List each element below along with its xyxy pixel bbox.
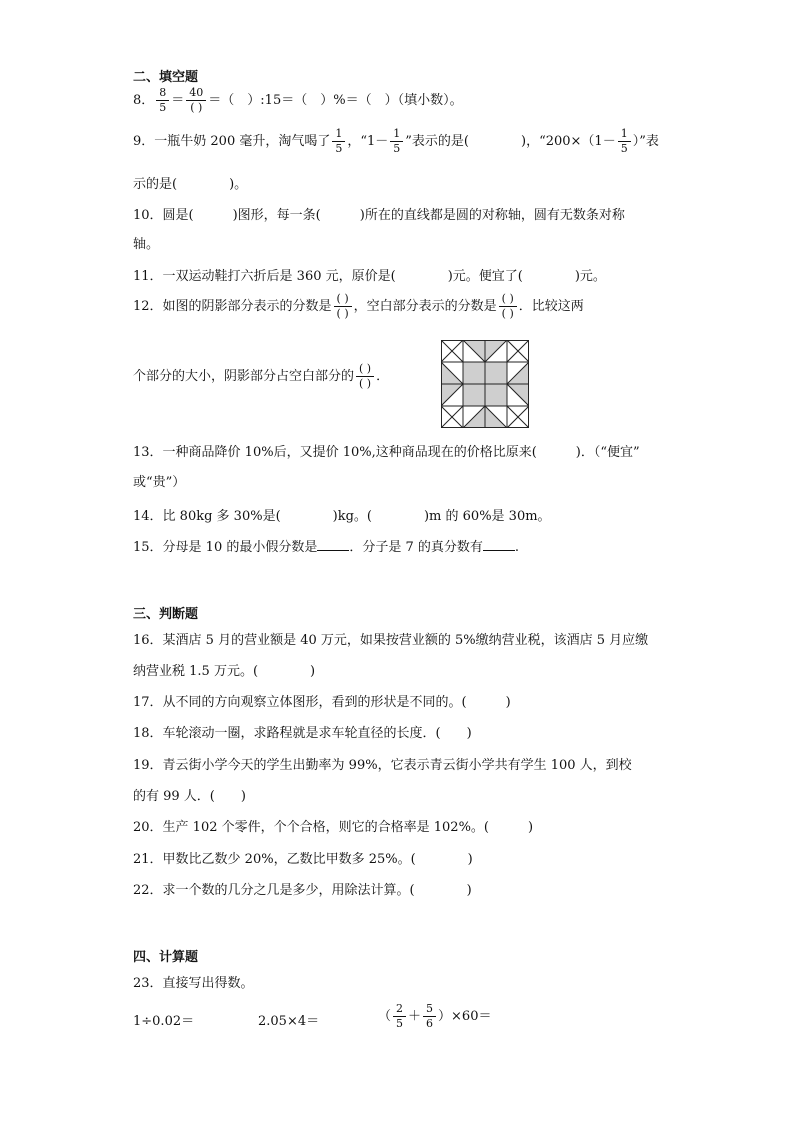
question-22: 22．求一个数的几分之几是多少，用除法计算。( ) xyxy=(133,883,472,898)
question-8 xyxy=(133,86,463,115)
q8-f2-numerator: 40 xyxy=(186,86,206,101)
q9-f2-numerator: 1 xyxy=(390,127,403,142)
q9-fraction-1 xyxy=(332,127,345,156)
q16-line-1: 16．某酒店 5 月的营业额是 40 万元，如果按营业额的 5%缴纳营业税，该酒店 5 月应缴 xyxy=(133,633,649,648)
question-14: 14．比 80kg 多 30%是( )kg。( )m 的 60%是 30m。 xyxy=(133,509,551,524)
q8-fraction-1 xyxy=(156,86,169,115)
q8-f1-numerator: 8 xyxy=(156,86,169,101)
q12-f2-numerator: ( ) xyxy=(499,292,517,307)
q19-line-2: 的有 99 人．( ) xyxy=(133,789,246,804)
q9-fraction-3 xyxy=(618,127,631,156)
section-heading-judge: 三、判断题 xyxy=(133,607,199,622)
q10-line-2: 轴。 xyxy=(133,237,160,252)
question-9 xyxy=(133,127,659,156)
q13-line-1: 13．一种商品降价 10%后，又提价 10%,这种商品现在的价格比原来( )．（“便宜” xyxy=(133,445,640,460)
question-20: 20．生产 102 个零件，个个合格，则它的合格率是 102%。( ) xyxy=(133,820,534,835)
question-21: 21．甲数比乙数少 20%，乙数比甲数多 25%。( ) xyxy=(133,852,473,867)
q12-shaded-grid-figure xyxy=(441,340,529,428)
q8-fraction-2 xyxy=(186,86,206,115)
q9-text-d: ）”表 xyxy=(632,134,659,149)
q8-equals: ＝ xyxy=(171,93,185,108)
question-12 xyxy=(133,292,584,321)
q15-text-b: ．分子是 7 的真分数有 xyxy=(349,540,483,555)
q12-f1-numerator: ( ) xyxy=(334,292,352,307)
q8-number: 8． xyxy=(133,93,155,108)
section-heading-fill: 二、填空题 xyxy=(133,70,199,85)
q19-line-1: 19．青云街小学今天的学生出勤率为 99%，它表示青云街小学共有学生 100 人，到校 xyxy=(133,758,632,773)
q23-plus: ＋ xyxy=(408,1009,422,1024)
q9-f1-denominator: 5 xyxy=(335,142,343,155)
q12-f3-numerator: ( ) xyxy=(356,362,374,377)
q12-fraction-3 xyxy=(356,362,374,391)
question-18: 18．车轮滚动一圈，求路程就是求车轮直径的长度．( ) xyxy=(133,726,472,741)
q12-end: ． xyxy=(376,369,390,384)
q15-blank-1 xyxy=(317,538,349,551)
q10-line-1: 10．圆是( )图形，每一条( )所在的直线都是圆的对称轴，圆有无数条对称 xyxy=(133,208,625,223)
q12-fraction-2 xyxy=(499,292,517,321)
q23-f1-denominator: 5 xyxy=(396,1017,404,1030)
q9-text-b: ，“1－ xyxy=(347,134,389,149)
q23-e3-close: ）×60＝ xyxy=(438,1009,492,1024)
q23-expr-2: 2.05×4＝ xyxy=(258,1014,320,1029)
q23-f1-numerator: 2 xyxy=(393,1002,406,1017)
q23-f2-denominator: 6 xyxy=(426,1017,434,1030)
q12-fraction-1 xyxy=(334,292,352,321)
q9-line-2: 示的是( )。 xyxy=(133,177,248,192)
q12-text-b: ，空白部分表示的分数是 xyxy=(353,299,497,314)
q23-expr-3 xyxy=(378,1002,491,1031)
q9-text-a: 9．一瓶牛奶 200 毫升，淘气喝了 xyxy=(133,134,331,149)
q8-rest: ＝（ ）:15＝（ ）%＝（ ）（填小数）。 xyxy=(208,93,463,108)
q8-f1-denominator: 5 xyxy=(159,101,167,114)
question-17: 17．从不同的方向观察立体图形，看到的形状是不同的。( ) xyxy=(133,695,511,710)
q9-f1-numerator: 1 xyxy=(332,127,345,142)
q23-fraction-1 xyxy=(393,1002,406,1031)
q15-text-c: . xyxy=(514,540,520,555)
q9-f2-denominator: 5 xyxy=(393,142,401,155)
q12-line2-text: 个部分的大小，阴影部分占空白部分的 xyxy=(133,369,355,384)
q23-expr-1: 1÷0.02＝ xyxy=(133,1014,195,1029)
q16-line-2: 纳营业税 1.5 万元。( ) xyxy=(133,664,316,679)
grid-lines xyxy=(441,340,529,428)
q15-blank-2 xyxy=(483,538,515,551)
q9-f3-denominator: 5 xyxy=(620,142,628,155)
q13-line-2: 或“贵”） xyxy=(133,475,186,490)
q12-text-c: ．比较这两 xyxy=(518,299,584,314)
q23-fraction-2 xyxy=(423,1002,436,1031)
q12-f1-denominator: ( ) xyxy=(336,307,349,320)
q12-f3-denominator: ( ) xyxy=(359,377,372,390)
question-11: 11．一双运动鞋打六折后是 360 元，原价是( )元。便宜了( )元。 xyxy=(133,269,606,284)
q9-text-c: ”表示的是( )，“200×（1－ xyxy=(405,134,616,149)
q9-fraction-2 xyxy=(390,127,403,156)
q12-f2-denominator: ( ) xyxy=(501,307,514,320)
q9-f3-numerator: 1 xyxy=(618,127,631,142)
q8-f2-denominator: ( ) xyxy=(190,101,203,114)
section-heading-calc: 四、计算题 xyxy=(133,950,199,965)
q23-e3-open: （ xyxy=(378,1009,392,1024)
q15-text-a: 15．分母是 10 的最小假分数是 xyxy=(133,540,318,555)
q12-text-a: 12．如图的阴影部分表示的分数是 xyxy=(133,299,332,314)
question-15 xyxy=(133,536,519,555)
q23-title: 23．直接写出得数。 xyxy=(133,976,254,991)
q23-f2-numerator: 5 xyxy=(423,1002,436,1017)
q12-line-2 xyxy=(133,362,389,391)
